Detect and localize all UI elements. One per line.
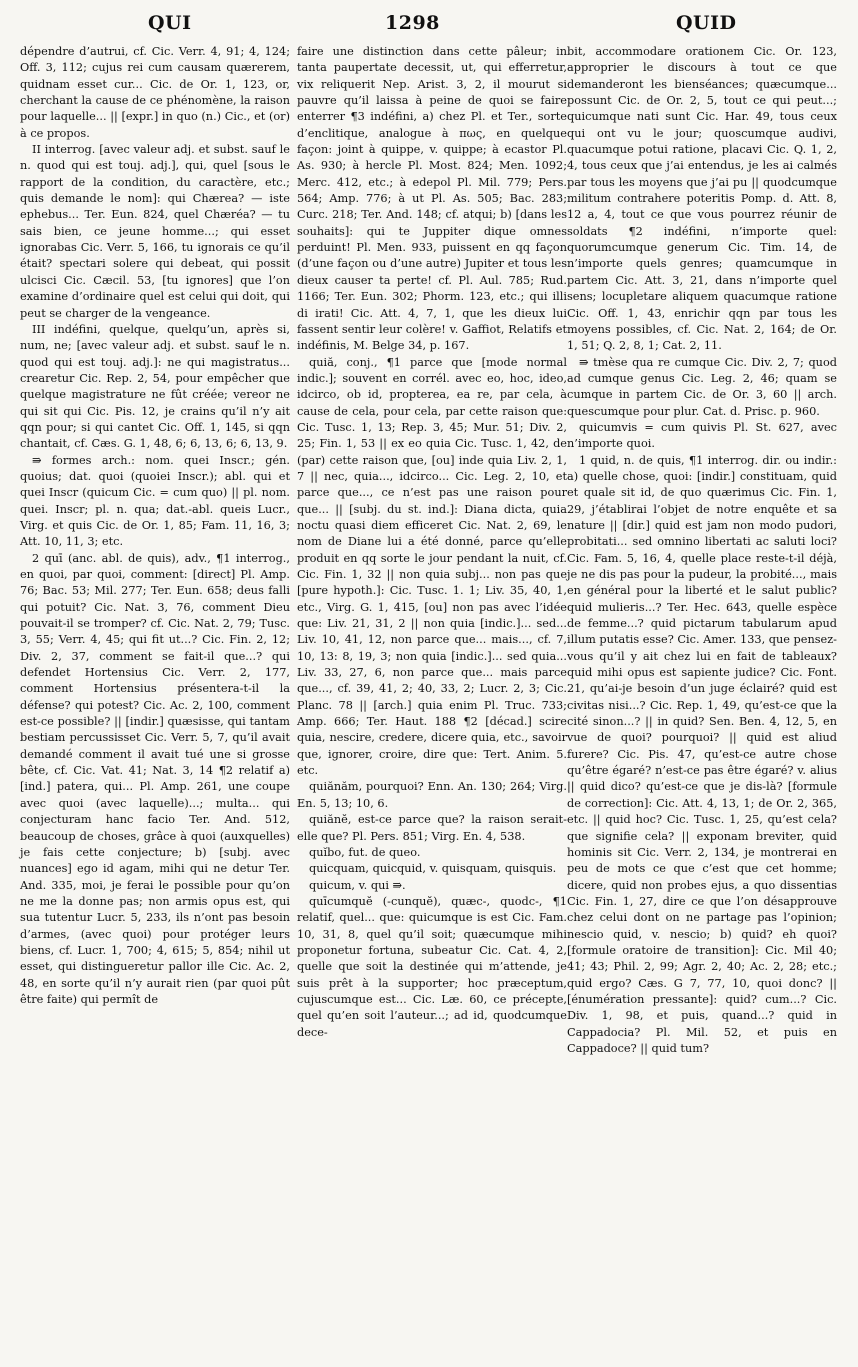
entry-paragraph: bit, accommodare orationem Cic. Or. 123, approprier le discours à tout ce que demanderont les bienséances; quæcumque... possunt Cic. de Or. 2, 5, tout ce qui peut...; quicumque nati sunt Cic. Har. 49, tous ceux qui ont vu le jour; quoscumque audivi, quacumque potui ratione, placavi Cic. Q. 1, 2, 4, tous ceux que j’ai entendus, je les ai calmés par tous les moyens que j’ai pu || quodcumque militum contrahere poteritis Pomp. d. Att. 8, 12 a, 4, tout ce que vous pourrez réunir de soldats ¶2 indéfini, n’importe quel: quorumcumque generum Cic. Tim. 14, de n’importe quels genres; quamcumque in partem Cic. Att. 3, 21, dans n’importe quel sens; locupletare aliquem quacumque ratione Cic. Off. 1, 43, enrichir qqn par tous les moyens possibles, cf. Cic. Nat. 2, 164; de Or. 1, 51; Q. 2, 8, 1; Cat. 2, 11. — [567, 45, 837, 353]
column-2 — [297, 44, 567, 1041]
entry-paragraph: II interrog. [avec valeur adj. et subst. sauf le n. quod qui est touj. adj.], qui, quel [sous le rapport de la condition, du caractère, etc.; quis demande le nom]: qui Chærea? — iste ephebus... Ter. Eun. 824, quel Chæréa? — tu sais bien, ce jeune homme...; qui esset ignorabas Cic. Verr. 5, 166, tu ignorais ce qu’il était? spectari solere qui debeat, qui possit ulcisci Cic. Cæcil. 53, [tu ignores] que l’on examine d’ordinaire quel est celui qui doit, qui peut se charger de la vengeance. — [20, 143, 290, 320]
entry-paragraph: 2 quī (anc. abl. de quis), adv., ¶1 interrog., en quoi, par quoi, comment: [direct] Pl. Amp. 76; Bac. 53; Mil. 277; Ter. Eun. 658; deus falli qui potuit? Cic. Nat. 3, 76, comment Dieu pouvait-il se tromper? cf. Cic. Nat. 2, 79; Tusc. 3, 55; Verr. 4, 45; qui fit ut...? Cic. Fin. 2, 12; Div. 2, 37, comment se fait-il que...? qui defendet Hortensius Cic. Verr. 2, 177, comment Hortensius présentera-t-il la défense? qui potest? Cic. Ac. 2, 100, comment est-ce possible? || [indir.] quæsisse, qui tantam bestiam percussisset Cic. Verr. 5, 7, qu’il avait demandé comment il avait tué une si grosse bête, cf. Cic. Vat. 41; Nat. 3, 14 ¶2 relatif a) [ind.] patera, qui... Pl. Amp. 261, une coupe avec quoi (avec laquelle)...; multa... qui conjecturam hanc facio Ter. And. 512, beaucoup de choses, grâce à quoi (auxquelles) je fais cette conjecture; b) [subj. avec nuances] ego id agam, mihi qui ne detur Ter. And. 335, moi, je ferai le possible pour qu’on ne me la donne pas; non armis opus est, qui sua tutentur Lucr. 5, 233, ils n’ont pas besoin d’armes, (avec quoi) pour protéger leurs biens, cf. Lucr. 1, 700; 4, 615; 5, 854; nihil ut esset, qui distingueretur pallor ille Cic. Ac. 2, 48, en sorte qu’il n’y aurait rien (par quoi pût être faite) qui permît de — [20, 551, 290, 1006]
entry-paragraph: quiă, conj., ¶1 parce que [mode normal indic.]; souvent en corrél. avec eo, hoc, ideo, idcirco, ob id, propterea, ea re, par cela, à cause de cela, pour cela, par cette raison que: Cic. Tusc. 1, 13; Rep. 3, 45; Mur. 51; Div. 2, 25; Fin. 1, 53 || ex eo quia Cic. Tusc. 1, 42, de (par) cette raison que, [ou] inde quia Liv. 2, 1, 7 || nec, quia..., idcirco... Cic. Leg. 2, 10, et parce que..., ce n’est pas une raison pour que... || [subj. du st. ind.]: Diana dicta, quia noctu quasi diem efficeret Cic. Nat. 2, 69, le nom de Diane lui a été donné, parce qu’elle produit en qq sorte le jour pendant la nuit, cf. Cic. Fin. 1, 32 || non quia subj... non pas que [pure hypoth.]: Cic. Tusc. 1. 1; Liv. 35, 40, 1, etc., Virg. G. 1, 415, [ou] non pas avec l’idée que: Liv. 21, 31, 2 || non quia [indic.]... sed... Liv. 10, 41, 12, non parce que... mais..., cf. 7, 10, 13: 8, 19, 3; non quia [indic.]... sed quia... Liv. 33, 27, 6, non parce que... mais parce que..., cf. 39, 41, 2; 40, 33, 2; Lucr. 2, 3; Cic. Planc. 78 || [arch.] quia enim Pl. Truc. 733; Amp. 666; Ter. Haut. 188 ¶2 [décad.] scire quia, nescire, credere, dicere quia, etc., savoir que, ignorer, croire, dire que: Tert. Anim. 5. etc. — [297, 355, 567, 778]
entry-paragraph: ⇛ tmèse qua re cumque Cic. Div. 2, 7; quod ad cumque genus Cic. Leg. 2, 46; quam se cumque in partem Cic. de Or. 3, 60 || arch. quescumque pour plur. Cat. d. Prisc. p. 960. — [567, 355, 837, 418]
column-1 — [20, 44, 290, 1008]
entry-paragraph: ⇛ formes arch.: nom. quei Inscr.; gén. quoius; dat. quoi (quoiei Inscr.); abl. qui et quei Inscr (quicum Cic. = cum quo) || pl. nom. quei. Inscr; pl. n. qua; dat.-abl. queis Lucr., Virg. et quis Cic. de Or. 1, 85; Fam. 11, 16, 3; Att. 10, 11, 3; etc. — [20, 453, 290, 549]
entry-paragraph: 1 quid, n. de quis, ¶1 interrog. dir. ou indir.: a) quelle chose, quoi: [indir.] constituam, quid et quale sit id, de quo quærimus Cic. Fin. 1, 29, j’établirai l’objet de notre enquête et sa nature || [dir.] quid est jam non modo pudori, probitati... sed omnino libertati ac saluti loci? Cic. Fam. 5, 16, 4, quelle place reste-t-il déjà, je ne dis pas pour la pudeur, la probité..., mais en général pour la liberté et le salut public? quid mulieris...? Ter. Hec. 643, quelle espèce de femme...? quid pictarum tabularum apud illum putatis esse? Cic. Amer. 133, que pensez-vous qu’il y ait chez lui en fait de tableaux? quid mihi opus est sapiente judice? Cic. Font. 21, qu’ai-je besoin d’un juge éclairé? quid est civitas nisi...? Cic. Rep. 1, 49, qu’est-ce que la cité sinon...? || in quid? Sen. Ben. 4, 12, 5, en vue de quoi? pourquoi? || quid est aliud furere? Cic. Pis. 47, qu’est-ce autre chose qu’être égaré? n’est-ce pas être égaré? v. alius || quid dico? qu’est-ce que je dis-là? [formule de correction]: Cic. Att. 4, 13, 1; de Or. 2, 365, etc. || quid hoc? Cic. Tusc. 1, 25, qu’est cela? que signifie cela? || exponam breviter, quid hominis sit Cic. Verr. 2, 134, je montrerai en peu de mots ce que c’est que cet homme; dicere, quid non probes ejus, a quo dissentias Cic. Fin. 1, 27, dire ce que l’on désapprouve chez celui dont on ne partage pas l’opinion; nescio quid, v. nescio; b) quid? eh quoi? [formule oratoire de transition]: Cic. Mil 40; 41; 43; Phil. 2, 99; Agr. 2, 40; Ac. 2, 28; etc.; quid ergo? Cæs. G 7, 77, 10, quoi donc? || [énumération pressante]: quid? cum...? Cic. Div. 1, 98, et puis, quand...? quid in Cappadocia? Pl. Mil. 52, et puis en Cappadoce? || quid tum? — [567, 453, 837, 1055]
entry-paragraph: quĭbo, fut. de queo. — [309, 845, 421, 859]
page-header — [0, 12, 858, 40]
header-right-guide-word: QUID — [676, 12, 737, 34]
entry-paragraph: III indéfini, quelque, quelqu’un, après si, num, ne; [avec valeur adj. et subst. sauf le n. quod qui est touj. adj.]: ne qui magistratus... crearetur Cic. Rep. 2, 54, pour empêcher que quelque magistrature ne fût créée; vereor ne qui sit qui Cic. Pis. 12, je crains qu’il n’y ait qqn pour; si qui cantet Cic. Off. 1, 145, si qqn chantait, cf. Cæs. G. 1, 48, 6; 6, 13, 6; 6, 13, 9. — [20, 322, 290, 451]
entry-paragraph: quicumvis = cum quivis Pl. St. 627, avec n’importe quoi. — [567, 420, 837, 451]
entry-paragraph: quicquam, quicquid, v. quisquam, quisquis. — [309, 862, 557, 876]
column-3 — [567, 44, 837, 1057]
header-left-guide-word: QUI — [148, 12, 192, 34]
entry-paragraph: quiănĕ, est-ce parce que? la raison serait-elle que? Pl. Pers. 851; Virg. En. 4, 538. — [297, 813, 567, 843]
entry-paragraph: quicum, v. qui ⇛. — [309, 878, 406, 892]
page-number: 1298 — [385, 12, 440, 34]
entry-paragraph: quīcumquĕ (-cunquĕ), quæc-, quodc-, ¶1 relatif, quel... que: quicumque is est Cic. Fam. 10, 31, 8, quel qu’il soit; quæcumque mihi proponetur fortuna, subeatur Cic. Cat. 4, 2, quelle que soit la destinée qui m’attende, je suis prêt à la supporter; hoc præceptum, cujuscumque est... Cic. Læ. 60, ce précepte, quel qu’en soit l’auteur...; ad id, quodcumque dece- — [297, 894, 567, 1039]
entry-paragraph: dépendre d’autrui, cf. Cic. Verr. 4, 91; 4, 124; Off. 3, 112; cujus rei cum causam quærerem, quidnam esset cur... Cic. de Or. 1, 123, or, cherchant la cause de ce phénomène, la raison pour laquelle... || [expr.] in quo (n.) Cic., et (or) à ce propos. — [20, 45, 290, 140]
entry-paragraph: faire une distinction dans cette pâleur; in tanta paupertate decessit, ut, qui efferretur, vix reliquerit Nep. Arist. 3, 2, il mourut si pauvre qu’il laissa à peine de quoi se faire enterrer ¶3 indéfini, a) chez Pl. et Ter., sorte d’enclitique, analogue à πως, en quelque façon: joint à quippe, v. quippe; à ecastor Pl. As. 930; à hercle Pl. Most. 824; Men. 1092; Merc. 412, etc.; à edepol Pl. Mil. 779; Pers. 564; Amp. 776; à ut Pl. As. 505; Bac. 283; Curc. 218; Ter. And. 148; cf. atqui; b) [dans les souhaits]: qui te Juppiter dique omnes perduint! Pl. Men. 933, puissent en qq façon (d’une façon ou d’une autre) Jupiter et tous les dieux causer ta perte! cf. Pl. Aul. 785; Rud. 1166; Ter. Eun. 302; Phorm. 123, etc.; qui illi di irati! Cic. Att. 4, 7, 1, que les dieux lui fassent sentir leur colère! v. Gaffiot, Relatifs et indéfinis, M. Belge 34, p. 167. — [297, 45, 567, 353]
entry-paragraph: quiănăm, pourquoi? Enn. An. 130; 264; Virg. En. 5, 13; 10, 6. — [297, 780, 567, 810]
